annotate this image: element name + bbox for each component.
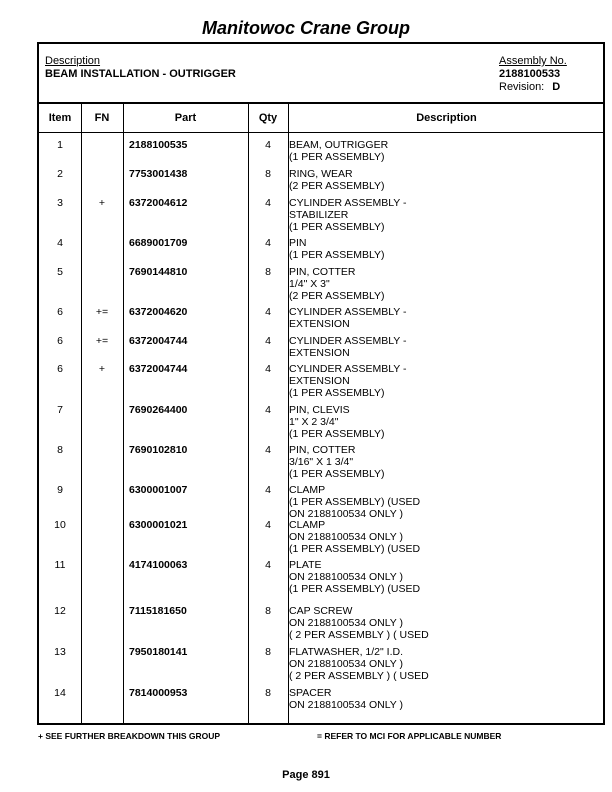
document-title: Manitowoc Crane Group — [201, 18, 410, 38]
revision-label: Revision: — [499, 81, 545, 93]
qty-cell: 8 — [265, 687, 271, 699]
part-number-cell: 7690102810 — [129, 444, 188, 456]
qty-cell: 4 — [265, 484, 271, 496]
fn-cell: + — [98, 363, 106, 375]
description-cell: RING, WEAR (2 PER ASSEMBLY) — [289, 168, 385, 192]
description-cell: PIN, CLEVIS 1" X 2 3/4" (1 PER ASSEMBLY) — [289, 404, 385, 440]
item-cell: 6 — [57, 335, 63, 347]
description-cell: SPACER ON 2188100534 ONLY ) — [289, 687, 404, 711]
revision-row — [499, 81, 567, 94]
part-number-cell: 2188100535 — [129, 139, 188, 151]
qty-cell: 8 — [265, 646, 271, 658]
item-cell: 13 — [54, 646, 66, 658]
fn-cell: += — [95, 306, 109, 318]
parts-list-frame — [37, 42, 605, 725]
description-cell: PIN (1 PER ASSEMBLY) — [289, 237, 385, 261]
part-number-cell: 6689001709 — [129, 237, 188, 249]
part-number-cell: 6300001021 — [129, 519, 188, 531]
page-number: Page 891 — [282, 769, 330, 781]
qty-cell: 4 — [265, 335, 271, 347]
part-number-cell: 7690264400 — [129, 404, 188, 416]
column-header-fn: FN — [94, 112, 110, 124]
qty-cell: 4 — [265, 519, 271, 531]
part-number-cell: 6372004612 — [129, 197, 188, 209]
qty-cell: 4 — [265, 444, 271, 456]
description-cell: PIN, COTTER 3/16" X 1 3/4" (1 PER ASSEMBLY) — [289, 444, 385, 480]
part-number-cell: 6372004620 — [129, 306, 188, 318]
description-cell: FLATWASHER, 1/2" I.D. ON 2188100534 ONLY ) ( 2 PER ASSEMBLY ) ( USED — [289, 646, 429, 682]
part-number-cell: 6300001007 — [129, 484, 188, 496]
part-number-cell: 4174100063 — [129, 559, 188, 571]
description-cell: CYLINDER ASSEMBLY - EXTENSION (1 PER ASSEMBLY) — [289, 363, 407, 399]
part-number-cell: 7753001438 — [129, 168, 188, 180]
qty-cell: 4 — [265, 559, 271, 571]
description-value: BEAM INSTALLATION - OUTRIGGER — [45, 68, 236, 80]
description-label: Description — [45, 55, 101, 67]
column-header-part: Part — [174, 112, 197, 124]
part-number-cell: 6372004744 — [129, 363, 188, 375]
description-cell: PLATE ON 2188100534 ONLY ) (1 PER ASSEMBLY) (USED — [289, 559, 421, 595]
item-cell: 10 — [54, 519, 66, 531]
qty-cell: 8 — [265, 266, 271, 278]
part-number-cell: 7814000953 — [129, 687, 188, 699]
footer-note-refer: = REFER TO MCI FOR APPLICABLE NUMBER — [317, 731, 502, 741]
qty-cell: 4 — [265, 363, 271, 375]
revision-value: D — [552, 81, 561, 93]
description-cell: CYLINDER ASSEMBLY - EXTENSION — [289, 335, 407, 359]
item-cell: 8 — [57, 444, 63, 456]
part-number-cell: 6372004744 — [129, 335, 188, 347]
description-cell: CYLINDER ASSEMBLY - EXTENSION — [289, 306, 407, 330]
item-cell: 6 — [57, 306, 63, 318]
item-cell: 2 — [57, 168, 63, 180]
fn-cell: + — [98, 197, 106, 209]
item-cell: 3 — [57, 197, 63, 209]
part-number-cell: 7690144810 — [129, 266, 188, 278]
qty-cell: 8 — [265, 605, 271, 617]
column-header-qty: Qty — [258, 112, 278, 124]
qty-cell: 4 — [265, 139, 271, 151]
qty-cell: 4 — [265, 404, 271, 416]
qty-cell: 4 — [265, 306, 271, 318]
item-cell: 5 — [57, 266, 63, 278]
description-cell: CAP SCREW ON 2188100534 ONLY ) ( 2 PER ASSEMBLY ) ( USED — [289, 605, 429, 641]
part-number-cell: 7950180141 — [129, 646, 188, 658]
column-header-description: Description — [416, 112, 477, 124]
description-cell: BEAM, OUTRIGGER (1 PER ASSEMBLY) — [289, 139, 389, 163]
part-number-cell: 7115181650 — [129, 605, 187, 617]
qty-cell: 8 — [265, 168, 271, 180]
description-cell: PIN, COTTER 1/4" X 3" (2 PER ASSEMBLY) — [289, 266, 385, 302]
qty-cell: 4 — [265, 197, 271, 209]
item-cell: 9 — [57, 484, 63, 496]
item-cell: 1 — [57, 139, 63, 151]
column-divider — [123, 104, 124, 725]
qty-cell: 4 — [265, 237, 271, 249]
item-cell: 12 — [54, 605, 66, 617]
item-cell: 11 — [54, 559, 66, 571]
description-cell: CLAMP (1 PER ASSEMBLY) (USED ON 2188100534 ONLY ) — [289, 484, 421, 520]
footer-note-breakdown: + SEE FURTHER BREAKDOWN THIS GROUP — [38, 731, 221, 741]
assembly-label: Assembly No. — [499, 55, 567, 67]
column-header-item: Item — [48, 112, 72, 124]
assembly-number: 2188100533 — [499, 68, 561, 80]
description-cell: CYLINDER ASSEMBLY - STABILIZER (1 PER ASSEMBLY) — [289, 197, 407, 233]
fn-cell: += — [95, 335, 109, 347]
assembly-header — [39, 44, 603, 104]
item-cell: 6 — [57, 363, 63, 375]
item-cell: 4 — [57, 237, 63, 249]
description-cell: CLAMP ON 2188100534 ONLY ) (1 PER ASSEMBLY) (USED — [289, 519, 421, 555]
item-cell: 14 — [54, 687, 66, 699]
item-cell: 7 — [57, 404, 63, 416]
